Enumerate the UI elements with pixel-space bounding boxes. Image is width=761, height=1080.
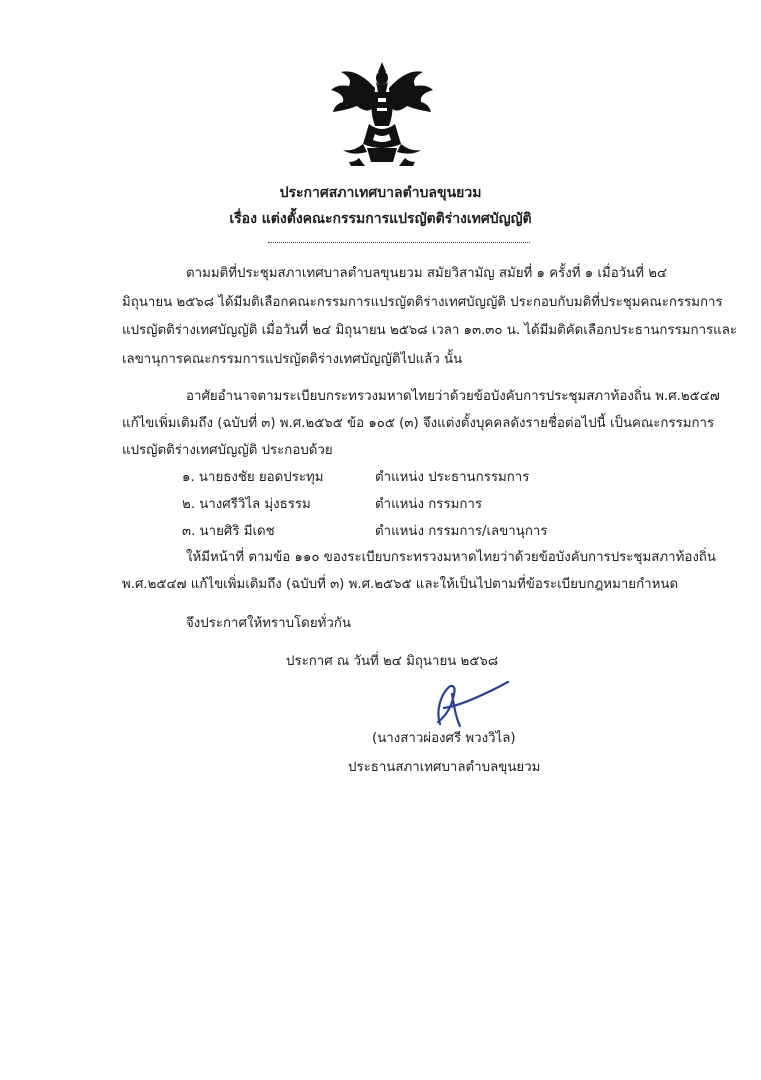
handwritten-signature (418, 672, 518, 732)
paragraph-line: แปรญัตติร่างเทศบัญญัติ เมื่อวันที่ ๒๔ มิถุนายน ๒๕๖๘ เวลา ๑๓.๓๐ น. ได้มีมติคัดเลือกประธานกรรมการและ (122, 323, 738, 338)
announcement-subject: เรื่อง แต่งตั้งคณะกรรมการแปรญัตติร่างเทศบัญญัติ (229, 211, 532, 227)
signatory-name: (นางสาวผ่องศรี พวงวิไล) (372, 731, 516, 746)
member-name: ๑. นายธงชัย ยอดประทุม (182, 470, 324, 485)
member-name: ๒. นางศรีวิไล มุ่งธรรม (182, 497, 311, 512)
member-position: ตำแหน่ง ประธานกรรมการ (375, 470, 530, 485)
dotted-divider (268, 242, 530, 243)
paragraph-line: อาศัยอำนาจตามระเบียบกระทรวงมหาดไทยว่าด้วยข้อบังคับการประชุมสภาท้องถิ่น พ.ศ.๒๕๔๗ (186, 389, 720, 404)
paragraph-line: มิถุนายน ๒๕๖๘ ได้มีมติเลือกคณะกรรมการแปรญัตติร่างเทศบัญญัติ ประกอบกับมติที่ประชุมคณะกรรมการ (122, 295, 723, 310)
paragraph-line: เลขานุการคณะกรรมการแปรญัตติร่างเทศบัญญัติไปแล้ว นั้น (122, 352, 463, 367)
member-position: ตำแหน่ง กรรมการ/เลขานุการ (375, 524, 548, 539)
paragraph-line: ตามมติที่ประชุมสภาเทศบาลตำบลขุนยวม สมัยวิสามัญ สมัยที่ ๑ ครั้งที่ ๑ เมื่อวันที่ ๒๔ (186, 266, 668, 281)
closing-line: จึงประกาศให้ทราบโดยทั่วกัน (186, 616, 351, 631)
announcement-date: ประกาศ ณ วันที่ ๒๔ มิถุนายน ๒๕๖๘ (286, 654, 499, 669)
paragraph-line: แปรญัตติร่างเทศบัญญัติ ประกอบด้วย (122, 443, 333, 458)
member-position: ตำแหน่ง กรรมการ (375, 497, 483, 512)
paragraph-line: ให้มีหน้าที่ ตามข้อ ๑๑๐ ของระเบียบกระทรวงมหาดไทยว่าด้วยข้อบังคับการประชุมสภาท้องถิ่น (186, 550, 716, 565)
paragraph-line: พ.ศ.๒๕๔๗ แก้ไขเพิ่มเติมถึง (ฉบับที่ ๓) พ.ศ.๒๕๖๕ และให้เป็นไปตามที่ข้อระเบียบกฎหมายกำหนด (122, 577, 679, 592)
member-name: ๓. นายศิริ มีเดช (182, 524, 275, 539)
announcement-title: ประกาศสภาเทศบาลตำบลขุนยวม (279, 185, 482, 201)
paragraph-line: แก้ไขเพิ่มเติมถึง (ฉบับที่ ๓) พ.ศ.๒๕๖๕ ข้อ ๑๐๕ (๓) จึงแต่งตั้งบุคคลดังรายชื่อต่อไปนี้ เป็นคณะกรรมการ (122, 416, 715, 431)
signatory-title: ประธานสภาเทศบาลตำบลขุนยวม (348, 760, 541, 775)
garuda-emblem-icon (327, 58, 437, 168)
